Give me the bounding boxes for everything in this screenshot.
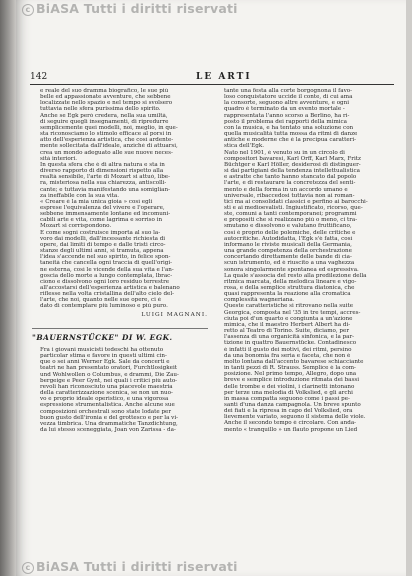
text-line: quasi rappresenta la reazione alla cromatica [224, 291, 351, 298]
left-paragraph-1 [32, 88, 208, 162]
text-line: smutano e dissolvono e valutano fruttificano, [224, 223, 352, 230]
left-paragraph-3 [32, 199, 208, 230]
text-line: stanze degli ultimi anni, si tramuta, appena [40, 248, 164, 255]
text-line: ritmica marcata, della melodica lineare e vigo- [224, 278, 357, 285]
watermark-text: BiASA Tutti i diritti riservati [36, 559, 238, 574]
text-line: sonora singolarmente spontanea ed espressiva. [224, 266, 359, 273]
text-line: cosi è proprio delle polemiche, delle critiche e [224, 229, 356, 236]
text-line: teatri ne han presentato oratori, Furchtlosigkeit [40, 365, 178, 372]
text-line: sti e ai medioevalisti. Ingiustificato, ricorso, que- [224, 204, 363, 211]
text-line: Fra i giovani musicisti tedeschi ha ottenuto [40, 346, 164, 353]
page-header [30, 72, 394, 85]
text-line: bergeige e Peer Gynt, nei quali i critici più auto- [40, 377, 178, 384]
text-line: molto lontana dall'accento bavarese schiacciante [224, 358, 364, 365]
text-line: localizzate nello spazio e nel tempo si svolsero [40, 100, 173, 107]
text-line: e propositi che si realizzano più o meno, ci tra- [224, 217, 358, 224]
text-line: vo e proprio ideale operistico, e una vigorosa [40, 396, 169, 403]
running-head: LE ARTI [196, 72, 252, 82]
text-line: goscia dello morte a lungo contemplata, lbrac- [40, 272, 173, 279]
text-line: Anche il secondo tempo è circolare. Con anda- [224, 420, 357, 427]
text-line: Mozart si corrispondono. [40, 223, 112, 230]
text-line: buon gusto dell'ironia e del grottesco e per la vi- [40, 414, 179, 421]
text-line: delle trombe e dei violini, i clarinetti intonano [224, 383, 355, 390]
text-line: in massa compatta seguono come i passi pe- [224, 395, 350, 402]
text-line: sebbene immensamente lontane ed incomuni- [40, 211, 171, 218]
scan-binding-edge [0, 0, 16, 576]
text-line: composizioni orchestrali sono state lodate per [40, 408, 172, 415]
text-line: in tanti pezzi di R. Strauss. Semplice è la com- [224, 365, 356, 372]
text-line: e reale del suo dramma biografico, le sue più [40, 88, 169, 94]
text-line: Georgica, composta nel '35 in tre tempi, accres- [224, 309, 361, 316]
text-line: mento e della forma in un accordo umano e [224, 186, 348, 193]
text-line: si dai partigiani della tendenza intellettualistica [224, 168, 360, 175]
text-line: l'arte, che noi, quanto nelle sue opere, ci è [40, 297, 162, 304]
text-line: esprese l'equivalenza del vivere e l'operare, [40, 204, 165, 211]
text-line: complessità wagneriana. [224, 297, 295, 304]
text-line: della caratterizzazione scenica, se non un nuo- [40, 390, 173, 397]
text-line: tante una festa alla corte borgognona il favo- [224, 88, 353, 94]
text-line: l'assenza di una organicità sinfonica, e la par- [224, 334, 355, 341]
text-line: In questa sfera che è di altra natura e sta in [40, 161, 165, 168]
document-page [16, 0, 406, 576]
text-line: posizione. Nel primo tempo, Allegro, dopo una [224, 371, 357, 378]
text-line: opere, dai limiti di tempo e dalle tristi circo- [40, 241, 166, 248]
text-line: da lui stesso sceneggiata, Joan von Zarissa - da- [40, 426, 176, 433]
text-line: realtà sensibile, l'arte di Mozart si attuò, libe- [40, 174, 170, 181]
text-line: atto dell'esperienza artistica, che così ardente- [40, 137, 174, 144]
text-line: und Wohlwollen o Columbus, e drammi, Die Zau- [40, 371, 179, 378]
text-line: informano le riviste musicali della Germania, [224, 241, 352, 248]
left-column [32, 88, 208, 433]
text-line: mento « tranquillo » un flauto propone un Lied [224, 426, 358, 433]
text-line: Büchtger e Karl Höller, desiderosi di distinguer- [224, 161, 361, 168]
right-paragraph-1 [216, 88, 392, 150]
text-line: scun istrumento, ed è riuscito a una vaghezza [224, 260, 355, 267]
text-line: espressione strumentalistica. Anche alcune sue [40, 402, 175, 409]
text-line: l'arte, e di restaurare la concretezza del senti- [224, 180, 356, 187]
text-line: ciono e dissolvono ogni loro residuo terrestre [40, 278, 170, 285]
text-line: la consorte, seguono altre avventure, e ogni [224, 100, 350, 107]
text-line: è infatti il gusto dei motivi, dei ritmi, persino [224, 346, 352, 353]
text-line: per terze una melodia di Volkslied, e gli archi [224, 389, 353, 396]
text-line: mimica, che il maestro Herbert Albert ha di- [224, 321, 351, 328]
text-line: taneità che cancella ogni traccia di quell'origi- [40, 260, 173, 267]
text-line: Nato nel 1901, è venuto su in un circolo di [224, 149, 345, 156]
right-paragraph-3 [216, 303, 392, 432]
text-line: ciuta poi d'un quarto e congiunta a un'azione [224, 315, 353, 322]
text-line: za ineffabile con la sua vita. [40, 192, 119, 199]
text-line: retto al Teatro di Torino. Suite, diciamo, per [224, 328, 349, 335]
watermark-bottom [22, 559, 238, 574]
text-line: posto il problema dei rapporti della mimica [224, 118, 348, 125]
text-line: diverso rapporto di dimensioni rispetto alla [40, 168, 164, 175]
text-line: mente sollecitata dall'ideale, anziché di attuarsi, [40, 143, 178, 150]
text-line: di seguire quegli insegnamenti, di ripredurre [40, 118, 169, 125]
text-line: ra, misteriosa nella sua chiarezza, antiscolli- [40, 180, 167, 187]
text-line: sta riconosciamo lo stimolo efficace al porsi in [40, 131, 172, 138]
text-line: sità interiori. [40, 155, 78, 162]
text-line: semplicemente quei modelli, noi, meglio, in que- [40, 124, 178, 131]
text-line: dato di contemplare più luminoso e più puro. [40, 303, 168, 310]
copyright-icon: c [22, 562, 34, 574]
copyright-icon: c [22, 4, 34, 16]
watermark-top [22, 1, 238, 16]
text-line: all'accostarsi dell'esperienza artistica e balenano [40, 285, 180, 291]
text-line: universale, ribaccedosi tuttavia non ai roman- [224, 192, 355, 199]
text-line: que o sei anni Werner Egk. Sale da concerti e [40, 359, 170, 366]
text-line: rosa, e della semplice struttura diatonica, che [224, 285, 355, 291]
text-line: una grande competenza della orchestrazione [224, 248, 352, 255]
text-line: voro dai modelli, dall'incessante richiesta di [40, 235, 166, 242]
text-line: ne esterna, così le vicende della sua vita e l'an- [40, 266, 174, 273]
text-line: e astratte che tanto hanno stancato dal popolo [224, 174, 357, 181]
text-line: particolar stima e favore in questi ultimi cin- [40, 353, 167, 360]
text-line: tuttavia nelle sfera purissima dello spirito. [40, 106, 161, 113]
author-signature: LUIGI MAGNANI. [141, 311, 208, 318]
text-line: santi d'una danza campagnola. Un breve spunto [224, 401, 361, 408]
text-line: tizione in quattro Bauernstücke. Contadinesco [224, 340, 357, 347]
text-line: dei fiati e la ripresa in capo del Volkslied, ora [224, 408, 353, 415]
text-line: « Creare è la mia unica gioia » così egli [40, 198, 153, 205]
text-line: stica dell'Egk. [224, 143, 264, 150]
text-line: rappresentata l'anno scorso a Berlino, ha ri- [224, 112, 350, 119]
text-line: tici ma ai consolidati classici e perfino ai barocchi- [224, 198, 368, 205]
text-line: vezza timbrica. Una drammatiche Tanzdichtung, [40, 420, 178, 427]
text-line: quadro è terminato da un evento mortale - [224, 106, 345, 113]
text-line: E come sogni costruisce importa al suo la- [40, 229, 161, 236]
text-line: antiche e moderne che è la precipua caratteri- [224, 137, 357, 144]
text-line: ste, comuni a tanti contemporanei; programmi [224, 211, 357, 218]
text-line: l'idea s'accende nel suo spirito, in felice spon- [40, 254, 171, 261]
text-line: cabili arte e vita, come lagrima e sorriso in [40, 217, 163, 224]
text-line: cante; e tuttavia manifestando una somiglian- [40, 186, 170, 193]
text-line: da una bonomia fra seria e faceta, che non è [224, 352, 351, 359]
right-paragraph-2 [216, 150, 392, 304]
text-line: Anche se Egk però credera, nella sua umiltà, [40, 112, 168, 119]
text-line: crea un mondo adeguato alle sue nuove neces- [40, 149, 173, 156]
right-column [216, 88, 392, 433]
section-title: "BAUERNSTÜCKE" DI W. EGK. [32, 328, 208, 341]
page-number: 142 [30, 72, 48, 82]
text-line: loso conquistatore uccide il conte, di cui ama [224, 94, 353, 101]
left-paragraph-4 [32, 230, 208, 310]
text-line: compositori bavaresi, Karl Orff, Karl Marx, Fritz [224, 155, 361, 162]
watermark-text: BiASA Tutti i diritti riservati [36, 1, 238, 16]
text-line: revoli han riconosciuto una piacevole maestria [40, 383, 173, 390]
text-line: breve e semplice introduzione ritmata dei bassi [224, 377, 360, 384]
text-line: quella musicalità tutta mossa da ritmi di danze [224, 131, 358, 138]
text-line: belle ed appassionate avventure, che sebbene [40, 94, 171, 101]
text-line: autocritiche. Autodidatta, l'Egk s'è fatta, così [224, 235, 353, 242]
text-line: Queste caratteristiche si ritrovano nella suite [224, 303, 354, 310]
left-paragraph-5 [32, 347, 208, 433]
left-paragraph-2 [32, 162, 208, 199]
text-line: concertando direttamente delle bande di cia- [224, 254, 352, 261]
text-line: con la musica, e ha tentato una soluzione con [224, 124, 354, 131]
text-line: La quale s'associa del resto alla predilezione della [224, 272, 367, 279]
text-line: riflesse nella volta cristallina dell'alto cielo del- [40, 291, 175, 298]
text-line: lievemente variato, seguono il sistema delle viole. [224, 414, 366, 421]
